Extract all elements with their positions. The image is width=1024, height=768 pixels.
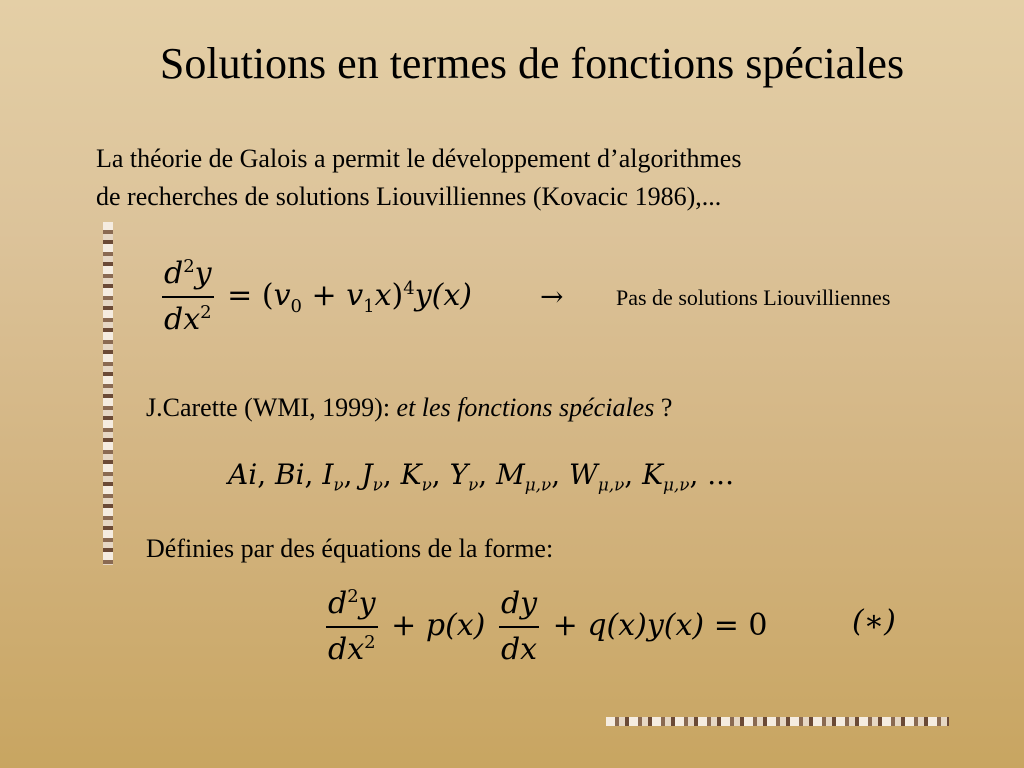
special-function-item: $K_{\mu,\nu}$: [642, 458, 690, 495]
ellipsis: ...: [707, 458, 734, 491]
question-mark: ?: [660, 393, 673, 422]
first-derivative-fraction: $\frac{dy}{dx}$: [500, 586, 538, 667]
decorative-vertical-strip: [103, 222, 113, 565]
carette-question: et les fonctions spéciales: [396, 393, 655, 422]
special-function-item: $W_{\mu,\nu}$: [569, 458, 625, 495]
intro-line-2: de recherches de solutions Liouvilliennes (Kovacic 1986),...: [96, 182, 722, 211]
implies-arrow: →: [540, 280, 564, 313]
special-function-item: $K_\nu$: [400, 458, 432, 495]
definition-intro: Définies par des équations de la forme:: [146, 534, 554, 563]
second-order-ode: $\frac{d^2y}{dx^2}$ + p(x) $\frac{dy}{dx}$ + q(x)y(x) = 0: [322, 584, 767, 670]
no-liouvillian-note: Pas de solutions Liouvilliennes: [616, 285, 891, 310]
second-derivative-fraction: $\frac{d^2y}{dx^2}$: [164, 256, 212, 337]
special-function-item: $M_{\mu,\nu}$: [496, 458, 552, 495]
second-derivative-fraction: $\frac{d^2y}{dx^2}$: [328, 586, 376, 667]
equation-tag: (∗): [852, 604, 896, 639]
intro-paragraph: [96, 140, 976, 216]
special-function-item: Ai: [228, 458, 258, 491]
special-function-item: $I_\nu$: [322, 458, 344, 495]
decorative-horizontal-strip: [606, 717, 949, 726]
special-function-item: Bi: [275, 458, 305, 491]
slide-title: Solutions en termes de fonctions spéciales: [159, 39, 905, 88]
intro-line-1: La théorie de Galois a permit le développement d’algorithmes: [96, 144, 742, 173]
special-function-item: $J_\nu$: [361, 458, 383, 495]
special-function-item: $Y_\nu$: [449, 458, 479, 495]
carette-reference: J.Carette (WMI, 1999):: [146, 393, 391, 422]
equation-liouvillian-test: $\frac{d^2y}{dx^2}$ = $(v_0 + v_1x)^4y(x)$: [158, 254, 472, 340]
carette-reference-line: [146, 392, 672, 424]
special-functions-list: Ai, Bi, $I_\nu$, $J_\nu$, $K_\nu$, $Y_\nu$, $M_{\mu,\nu}$, $W_{\mu,\nu}$, $K_{\mu,\nu}$, ...: [228, 458, 734, 495]
